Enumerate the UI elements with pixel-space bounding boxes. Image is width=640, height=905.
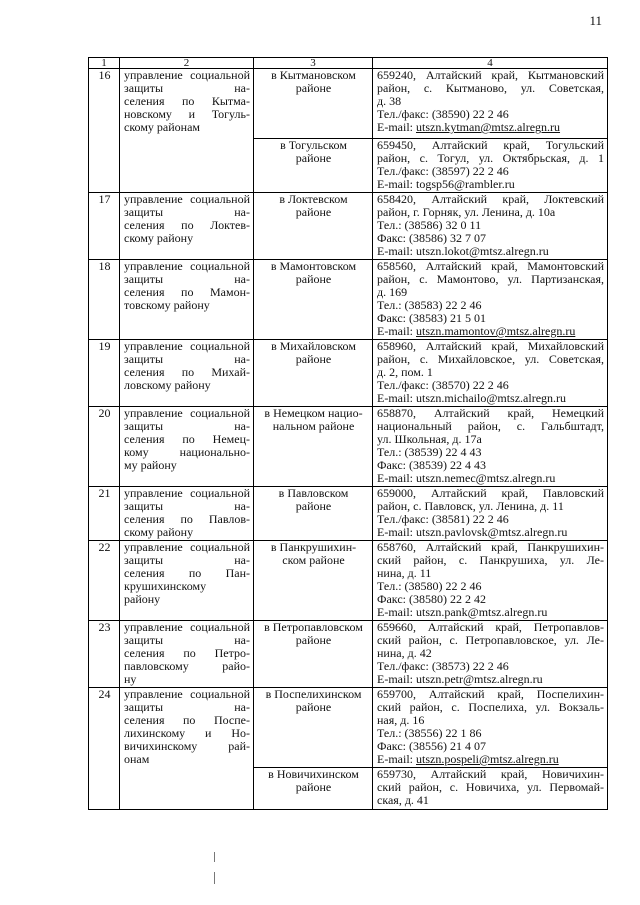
org-line: защиты на-: [124, 499, 250, 513]
address-line: д. 38: [377, 94, 402, 108]
district-cell: [254, 340, 373, 407]
address-line: д. 169: [377, 285, 408, 299]
email-link[interactable]: utszn.pank@mtsz.alregn.ru: [416, 605, 548, 619]
email-link[interactable]: utszn.nemec@mtsz.alregn.ru: [416, 471, 556, 485]
address-line: д. 2, пом. 1: [377, 365, 433, 379]
email-line: [377, 178, 604, 191]
email-label: E-mail:: [377, 120, 416, 134]
table-row: [89, 340, 608, 407]
phone-fax: Тел./факс: (38597) 22 2 46: [377, 164, 509, 178]
table-row: [89, 541, 608, 621]
email-link[interactable]: utszn.pospeli@mtsz.alregn.ru: [416, 752, 559, 766]
phone-fax: Тел.: (38586) 32 0 11: [377, 218, 482, 232]
org-line: защиты на-: [124, 81, 250, 95]
district-line: в Поспелихинском: [265, 687, 362, 701]
email-line: [377, 606, 604, 619]
district-cell: [254, 193, 373, 260]
org-line: селения по Немец-: [124, 432, 250, 446]
org-name: [120, 407, 254, 487]
district-line: в Локтевском: [279, 192, 348, 206]
address-line: нина, д. 11: [377, 566, 432, 580]
district-line: в Кытмановском: [271, 68, 356, 82]
district-line: ском районе: [282, 553, 345, 567]
address-line: ская, д. 41: [377, 793, 429, 807]
row-number: 19: [89, 340, 120, 407]
email-link[interactable]: togsp56@rambler.ru: [416, 177, 515, 191]
org-line: скому районам: [124, 120, 201, 134]
address-line: ная, д. 16: [377, 713, 425, 727]
column-header: 2: [120, 58, 254, 69]
table-row: [89, 487, 608, 541]
email-line: [377, 673, 604, 686]
org-line: селения по Мамон-: [124, 285, 250, 299]
address-line: 659240, Алтайский край, Кытмановский: [377, 68, 604, 82]
org-line: онам: [124, 752, 150, 766]
email-label: E-mail:: [377, 752, 416, 766]
address-cell: [373, 487, 608, 541]
phone-fax: Факс: (38580) 22 2 42: [377, 592, 486, 606]
org-line: ловскому району: [124, 378, 211, 392]
address-cell: [373, 139, 608, 193]
table-row: [89, 260, 608, 340]
phone-fax: Тел.: (38556) 22 1 86: [377, 726, 482, 740]
district-line: в Тогульском: [280, 138, 347, 152]
email-line: [377, 325, 604, 338]
org-line: крушихинскому: [124, 579, 207, 593]
district-line: районе: [295, 352, 332, 366]
address-cell: [373, 688, 608, 768]
district-cell: [254, 768, 373, 810]
district-cell: [254, 541, 373, 621]
row-number: 20: [89, 407, 120, 487]
phone-fax: Тел.: (38580) 22 2 46: [377, 579, 482, 593]
address-line: 658560, Алтайский край, Мамонтовский: [377, 259, 604, 273]
district-line: в Немецком нацио-: [264, 406, 363, 420]
org-line: управление социальной: [124, 620, 250, 634]
address-cell: [373, 260, 608, 340]
address-line: 659450, Алтайский край, Тогульский: [377, 138, 604, 152]
district-line: районе: [295, 151, 332, 165]
org-line: защиты на-: [124, 700, 250, 714]
address-line: район, с. Кытманово, ул. Советская,: [377, 81, 604, 95]
header-row: [89, 58, 608, 69]
address-line: ский район, с. Поспелиха, ул. Вокзаль-: [377, 700, 604, 714]
district-line: районе: [295, 272, 332, 286]
org-line: павловскому райо-: [124, 659, 250, 673]
org-line: ну: [124, 672, 137, 686]
district-cell: [254, 407, 373, 487]
org-name: [120, 340, 254, 407]
table-row: [89, 69, 608, 139]
email-label: E-mail:: [377, 605, 416, 619]
org-line: защиты на-: [124, 553, 250, 567]
address-line: 659700, Алтайский край, Поспелихин-: [377, 687, 604, 701]
org-line: лихинскому и Но-: [124, 726, 250, 740]
district-cell: [254, 69, 373, 139]
org-line: селения по Михай-: [124, 365, 250, 379]
district-line: в Петропавловском: [264, 620, 363, 634]
email-line: [377, 526, 604, 539]
org-name: [120, 688, 254, 810]
email-link[interactable]: utszn.mamontov@mtsz.alregn.ru: [416, 324, 576, 338]
email-label: E-mail:: [377, 391, 416, 405]
district-cell: [254, 139, 373, 193]
address-line: 658960, Алтайский край, Михайловский: [377, 339, 604, 353]
org-line: защиты на-: [124, 205, 250, 219]
column-header: 3: [254, 58, 373, 69]
org-line: защиты на-: [124, 633, 250, 647]
district-line: в Новичихинском: [268, 767, 359, 781]
org-line: селения по Локтев-: [124, 218, 250, 232]
email-line: [377, 472, 604, 485]
district-cell: [254, 688, 373, 768]
address-cell: [373, 621, 608, 688]
org-line: управление социальной: [124, 486, 250, 500]
district-line: районе: [295, 499, 332, 513]
org-line: селения по Поспе-: [124, 713, 250, 727]
row-number: 17: [89, 193, 120, 260]
org-line: селения по Петро-: [124, 646, 250, 660]
address-line: ский район, с. Панкрушиха, ул. Ле-: [377, 553, 604, 567]
email-label: E-mail:: [377, 471, 416, 485]
phone-fax: Факс: (38556) 21 4 07: [377, 739, 486, 753]
org-line: товскому району: [124, 298, 210, 312]
scan-mark: [214, 852, 215, 862]
email-link[interactable]: utszn.petr@mtsz.alregn.ru: [416, 672, 543, 686]
org-line: селения по Павлов-: [124, 512, 250, 526]
row-number: 18: [89, 260, 120, 340]
phone-fax: Факс: (38583) 21 5 01: [377, 311, 486, 325]
scan-mark: [214, 872, 215, 884]
org-line: управление социальной: [124, 68, 250, 82]
address-line: район, г. Горняк, ул. Ленина, д. 10а: [377, 205, 556, 219]
phone-fax: Тел./факс: (38590) 22 2 46: [377, 107, 509, 121]
row-number: 16: [89, 69, 120, 193]
address-line: 658760, Алтайский край, Панкрушихин-: [377, 540, 604, 554]
column-header: 4: [373, 58, 608, 69]
address-line: ский район, с. Новичиха, ул. Первомай-: [377, 780, 604, 794]
email-link[interactable]: utszn.michailo@mtsz.alregn.ru: [416, 391, 567, 405]
address-line: район, с. Мамонтово, ул. Партизанская,: [377, 272, 604, 286]
org-line: защиты на-: [124, 352, 250, 366]
phone-fax: Факс: (38586) 32 7 07: [377, 231, 486, 245]
org-line: району: [124, 592, 161, 606]
org-line: скому району: [124, 525, 194, 539]
phone-fax: Тел.: (38539) 22 4 43: [377, 445, 482, 459]
email-link[interactable]: utszn.lokot@mtsz.alregn.ru: [416, 244, 549, 258]
org-line: управление социальной: [124, 540, 250, 554]
email-label: E-mail:: [377, 177, 416, 191]
district-cell: [254, 260, 373, 340]
email-label: E-mail:: [377, 244, 416, 258]
district-line: районе: [295, 700, 332, 714]
district-line: в Панкрушихин-: [270, 540, 357, 554]
district-line: в Павловском: [278, 486, 349, 500]
org-name: [120, 621, 254, 688]
address-line: 658870, Алтайский край, Немецкий: [377, 406, 604, 420]
email-label: E-mail:: [377, 324, 416, 338]
district-line: районе: [295, 81, 332, 95]
district-line: районе: [295, 205, 332, 219]
org-line: новскому и Тогуль-: [124, 107, 250, 121]
phone-fax: Тел.: (38583) 22 2 46: [377, 298, 482, 312]
org-line: селения по Пан-: [124, 566, 250, 580]
org-name: [120, 260, 254, 340]
address-cell: [373, 69, 608, 139]
address-line: 659730, Алтайский край, Новичихин-: [377, 767, 604, 781]
org-line: управление социальной: [124, 259, 250, 273]
page-number: 11: [589, 13, 602, 28]
address-line: ский район, с. Петропавловское, ул. Ле-: [377, 633, 604, 647]
org-line: кому национально-: [124, 445, 250, 459]
org-line: управление социальной: [124, 339, 250, 353]
phone-fax: Тел./факс: (38581) 22 2 46: [377, 512, 509, 526]
email-label: E-mail:: [377, 525, 416, 539]
address-line: район, с. Михайловское, ул. Советская,: [377, 352, 604, 366]
phone-fax: Факс: (38539) 22 4 43: [377, 458, 486, 472]
district-cell: [254, 621, 373, 688]
district-line: в Михайловском: [271, 339, 356, 353]
email-link[interactable]: utszn.kytman@mtsz.alregn.ru: [416, 120, 561, 134]
address-line: национальный район, с. Гальбштадт,: [377, 419, 604, 433]
phone-fax: Тел./факс: (38570) 22 2 46: [377, 378, 509, 392]
table-row: [89, 688, 608, 768]
row-number: 24: [89, 688, 120, 810]
org-line: му району: [124, 458, 177, 472]
address-line: 659000, Алтайский край, Павловский: [377, 486, 604, 500]
org-name: [120, 69, 254, 193]
org-line: управление социальной: [124, 406, 250, 420]
email-label: E-mail:: [377, 672, 416, 686]
district-line: районе: [295, 633, 332, 647]
table-row: [89, 407, 608, 487]
district-cell: [254, 487, 373, 541]
email-line: [377, 753, 604, 766]
org-line: управление социальной: [124, 687, 250, 701]
org-line: защиты на-: [124, 419, 250, 433]
email-line: [377, 245, 604, 258]
district-line: в Мамонтовском: [270, 259, 357, 273]
email-link[interactable]: utszn.pavlovsk@mtsz.alregn.ru: [416, 525, 568, 539]
address-cell: [373, 541, 608, 621]
address-line: нина, д. 42: [377, 646, 432, 660]
district-line: районе: [295, 780, 332, 794]
address-cell: [373, 407, 608, 487]
org-line: защиты на-: [124, 272, 250, 286]
org-line: селения по Кытма-: [124, 94, 250, 108]
org-line: скому району: [124, 231, 194, 245]
org-name: [120, 193, 254, 260]
org-name: [120, 487, 254, 541]
address-cell: [373, 768, 608, 810]
row-number: 23: [89, 621, 120, 688]
email-line: [377, 121, 604, 134]
table-row: [89, 621, 608, 688]
org-name: [120, 541, 254, 621]
address-line: район, с. Павловск, ул. Ленина, д. 11: [377, 499, 564, 513]
address-cell: [373, 340, 608, 407]
contacts-table: [88, 57, 608, 810]
address-line: район, с. Тогул, ул. Октябрьская, д. 1: [377, 151, 604, 165]
column-header: 1: [89, 58, 120, 69]
row-number: 22: [89, 541, 120, 621]
address-cell: [373, 193, 608, 260]
row-number: 21: [89, 487, 120, 541]
email-line: [377, 392, 604, 405]
address-line: ул. Школьная, д. 17а: [377, 432, 482, 446]
district-line: нальном районе: [272, 419, 355, 433]
org-line: вичихинскому рай-: [124, 739, 250, 753]
table-row: [89, 193, 608, 260]
org-line: управление социальной: [124, 192, 250, 206]
phone-fax: Тел./факс: (38573) 22 2 46: [377, 659, 509, 673]
address-line: 658420, Алтайский край, Локтевский: [377, 192, 604, 206]
address-line: 659660, Алтайский край, Петропавлов-: [377, 620, 604, 634]
